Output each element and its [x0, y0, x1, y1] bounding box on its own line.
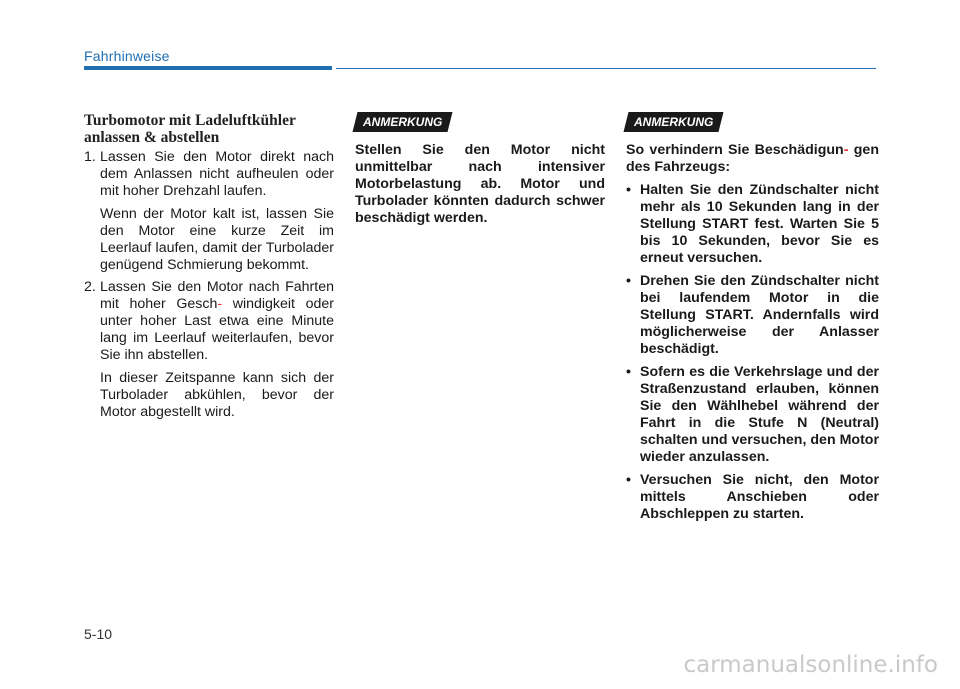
note-2-bullet-list — [626, 182, 879, 523]
note-1-text: Stellen Sie den Motor nicht unmittelbar nach intensiver Motorbelastung ab. Motor und Turbolader könnten dadurch schwer beschädigt werden. — [355, 142, 605, 226]
section-title: Fahrhinweise — [84, 48, 170, 64]
list-item — [626, 273, 879, 358]
turbo-heading-line2: anlassen & abstellen — [84, 129, 220, 146]
note-badge-label: ANMERKUNG — [363, 115, 443, 129]
note-badge-label: ANMERKUNG — [634, 115, 714, 129]
step-2 — [84, 279, 334, 364]
list-item — [626, 182, 879, 267]
bullet-text: Drehen Sie den Zündschalter nicht bei laufendem Motor in die Stellung START. Andernfalls wird möglicherweise der Anlasser beschädigt. — [640, 273, 879, 357]
step-1-note: Wenn der Motor kalt ist, lassen Sie den Motor eine kurze Zeit im Leerlauf laufen, damit der Turbolader genügend Schmierung bekommt. — [100, 206, 334, 273]
page-number: 5-10 — [84, 626, 113, 642]
step-2-number: 2. — [84, 279, 96, 295]
turbo-heading-line1: Turbomotor mit Ladeluftkühler — [84, 112, 296, 129]
note-badge — [624, 112, 724, 132]
bullet-icon: • — [626, 273, 631, 289]
note-2-intro-b: gen des Fahrzeugs: — [626, 142, 879, 175]
header-rule-thin — [336, 68, 876, 69]
header-rule-thick — [84, 66, 332, 70]
note-2-intro-hyphen: - — [843, 142, 849, 158]
step-2-hyphen: - — [217, 296, 223, 312]
step-2-note: In dieser Zeitspanne kann sich der Turbolader abkühlen, bevor der Motor abgestellt wird. — [100, 370, 334, 420]
step-1-text: Lassen Sie den Motor direkt nach dem Anlassen nicht aufheulen oder mit hoher Drehzahl laufen. — [100, 149, 334, 199]
step-2-text-b: windigkeit oder unter hoher Last etwa eine Minute lang im Leerlauf weiterlaufen, bevor Sie ihn abstellen. — [100, 296, 334, 363]
bullet-text: Halten Sie den Zündschalter nicht mehr als 10 Sekunden lang in der Stellung START fest. Warten Sie 5 bis 10 Sekunden, bevor Sie es erneut versuchen. — [640, 182, 879, 266]
list-item — [626, 472, 879, 523]
bullet-text: Versuchen Sie nicht, den Motor mittels Anschieben oder Abschleppen zu starten. — [640, 472, 879, 522]
bullet-icon: • — [626, 182, 631, 198]
column-note-1 — [355, 112, 605, 227]
note-badge — [353, 112, 453, 132]
column-turbo-instructions — [84, 112, 334, 421]
bullet-text: Sofern es die Verkehrslage und der Straßenzustand erlauben, können Sie den Wählhebel während der Fahrt in die Stufe N (Neutral) schalten und versuchen, den Motor wieder anzulassen. — [640, 364, 879, 465]
step-2-text-a: Lassen Sie den Motor nach Fahrten mit hoher Gesch — [100, 279, 334, 312]
step-1-number: 1. — [84, 149, 96, 165]
bullet-icon: • — [626, 472, 631, 488]
turbo-heading — [84, 112, 334, 146]
note-2-intro — [626, 142, 879, 176]
column-note-2 — [626, 112, 879, 523]
bullet-icon: • — [626, 364, 631, 380]
list-item — [626, 364, 879, 466]
step-1 — [84, 149, 334, 200]
note-2-intro-a: So verhindern Sie Beschädigun — [626, 142, 844, 158]
watermark: carmanualsonline.info — [683, 652, 938, 678]
